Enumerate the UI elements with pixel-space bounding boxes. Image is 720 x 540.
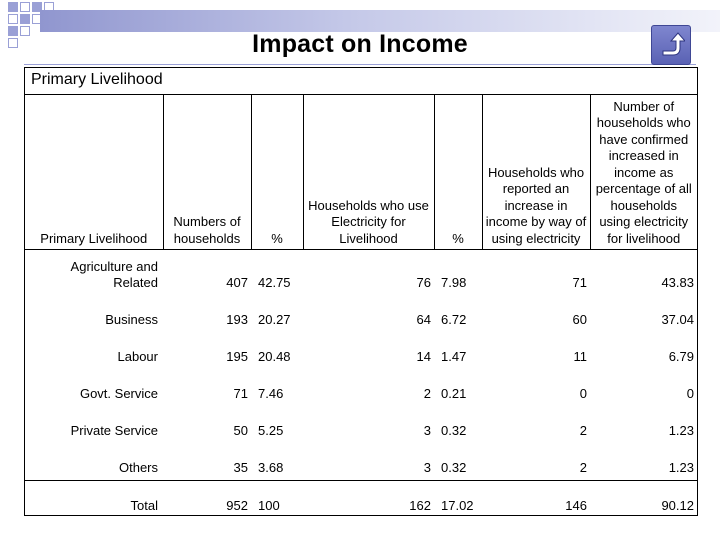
livelihood-cell: Total [25,481,163,519]
cell: 2 [579,423,587,438]
cell: 100 [251,481,303,519]
cell: 17.02 [434,481,482,519]
decor-square [20,2,30,12]
return-button[interactable] [651,25,691,65]
cell: 3 [423,459,431,475]
cell: 1.47 [441,349,467,364]
cell: 64 [416,312,431,327]
cell: 0 [579,386,587,401]
cell: 146 [482,481,590,519]
title-divider [24,64,696,65]
livelihood-cell: Business [105,312,158,327]
cell: 162 [303,481,434,519]
cell: 60 [572,312,587,327]
livelihood-cell: Labour [117,349,158,364]
cell: 6.79 [668,349,694,364]
table-header-row [25,95,697,250]
table-row [25,250,697,296]
cell: 407 [226,275,248,290]
decor-square [20,14,30,24]
table-row [25,407,697,444]
cell: 2 [423,386,431,401]
cell: 1.23 [668,423,694,438]
cell: 37.04 [661,312,694,327]
decor-square [8,14,18,24]
header-gradient-bar [40,10,720,32]
column-header: % [251,95,303,250]
column-header: Number of households who have confirmed increased in income as percentage of all households using electricity for livelihood [590,95,697,250]
cell: 90.12 [590,481,697,519]
cell: 3.68 [258,459,284,475]
impact-table [25,94,697,519]
cell: 71 [572,275,587,290]
cell: 193 [226,312,248,327]
cell: 2 [579,459,587,475]
table-row [25,296,697,333]
livelihood-cell: Private Service [70,423,158,438]
column-header: Numbers of households [163,95,251,250]
table-total-row [25,481,697,519]
cell: 14 [416,349,431,364]
cell: 1.23 [668,459,694,475]
livelihood-cell: Agriculture and Related [70,258,158,290]
cell: 42.75 [258,275,291,290]
livelihood-cell: Govt. Service [79,386,158,401]
cell: 20.48 [258,349,291,364]
column-header: Households who use Electricity for Livelihood [303,95,434,250]
table-row [25,333,697,370]
page-title: Impact on Income [252,30,468,58]
column-header: Primary Livelihood [25,95,163,250]
cell: 11 [573,349,587,364]
cell: 43.83 [661,275,694,290]
livelihood-table-panel [24,67,698,516]
cell: 952 [163,481,251,519]
cell: 76 [416,275,431,290]
table-row [25,444,697,481]
cell: 195 [226,349,248,364]
decor-square [8,2,18,12]
section-title: Primary Livelihood [31,71,163,88]
livelihood-cell: Others [118,459,158,475]
column-header: Households who reported an increase in income by way of using electricity [482,95,590,250]
cell: 0.32 [441,423,467,438]
cell: 0 [686,386,694,401]
table-row [25,370,697,407]
column-header: % [434,95,482,250]
cell: 7.98 [441,275,467,290]
cell: 50 [233,423,248,438]
cell: 3 [423,423,431,438]
cell: 0.32 [441,459,467,475]
cell: 35 [233,459,248,475]
cell: 0.21 [441,386,467,401]
cell: 20.27 [258,312,291,327]
cell: 6.72 [441,312,467,327]
cell: 5.25 [258,423,284,438]
return-arrow-icon [657,31,685,59]
cell: 7.46 [258,386,284,401]
cell: 71 [233,386,248,401]
